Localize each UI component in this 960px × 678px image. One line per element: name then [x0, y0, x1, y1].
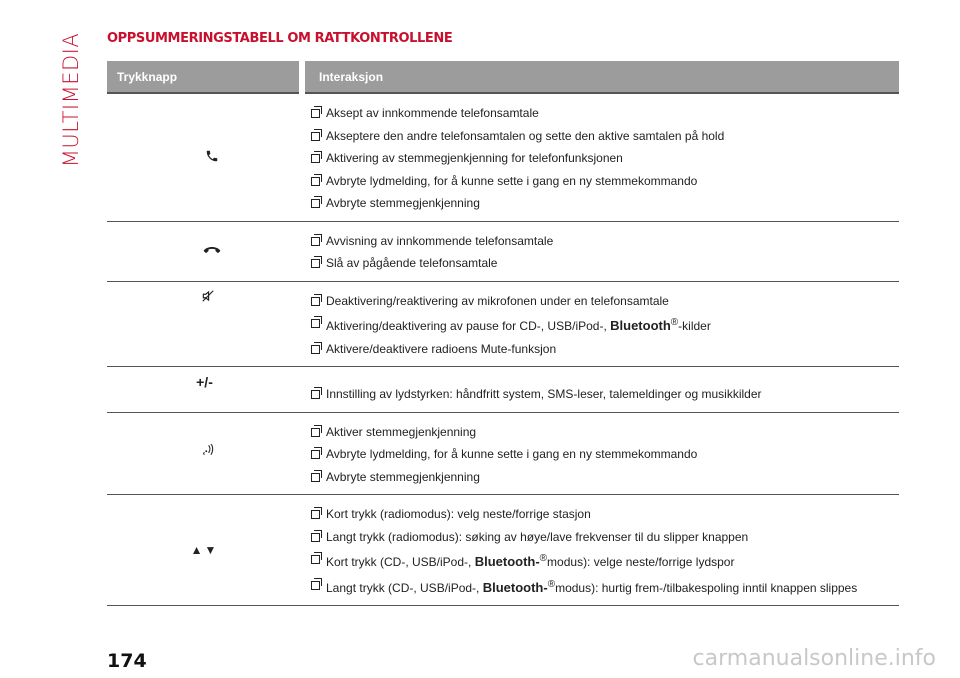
list-item: Avbryte lydmelding, for å kunne sette i gang en ny stemmekommando	[310, 170, 899, 193]
interaction-cell	[302, 221, 899, 281]
up-down-arrows-icon: ▲▼	[190, 543, 219, 557]
table-row	[107, 221, 899, 281]
interaction-list	[302, 230, 899, 275]
list-item: Akseptere den andre telefonsamtalen og sette den aktive samtalen på hold	[310, 125, 899, 148]
phone-call-icon	[205, 149, 219, 163]
interaction-cell	[302, 412, 899, 495]
button-cell	[107, 93, 302, 221]
page-title: OPPSUMMERINGSTABELL OM RATTKONTROLLENE	[107, 31, 453, 46]
list-item: Aktiver stemmegjenkjenning	[310, 421, 899, 444]
interaction-cell	[302, 93, 899, 221]
button-cell	[107, 367, 302, 413]
header-interaction: Interaksjon	[302, 61, 899, 93]
button-cell	[107, 412, 302, 495]
page-number: 174	[107, 650, 147, 672]
list-item: Aktivering/deaktivering av pause for CD-, USB/iPod-, Bluetooth®-kilder	[310, 312, 899, 338]
interaction-list	[302, 383, 899, 406]
table-row	[107, 412, 899, 495]
mute-speaker-icon	[201, 289, 215, 303]
list-item: Kort trykk (CD-, USB/iPod-, Bluetooth-®modus): velge neste/forrige lydspor	[310, 548, 899, 574]
button-cell	[107, 221, 302, 281]
button-cell	[107, 495, 302, 606]
list-item: Avbryte stemmegjenkjenning	[310, 466, 899, 489]
list-item: Deaktivering/reaktivering av mikrofonen under en telefonsamtale	[310, 290, 899, 313]
list-item: Langt trykk (CD-, USB/iPod-, Bluetooth-®modus): hurtig frem-/tilbakespoling inntil knappen slippes	[310, 574, 899, 600]
interaction-list	[302, 503, 899, 599]
table-header-row	[107, 61, 899, 93]
interaction-list	[302, 102, 899, 215]
list-item: Avbryte lydmelding, for å kunne sette i gang en ny stemmekommando	[310, 443, 899, 466]
steering-controls-table	[107, 61, 899, 606]
phone-hangup-icon	[203, 245, 221, 255]
table-row	[107, 93, 899, 221]
watermark: carmanualsonline.info	[692, 646, 936, 671]
interaction-cell	[302, 367, 899, 413]
interaction-cell	[302, 281, 899, 367]
header-button: Trykknapp	[107, 61, 302, 93]
list-item: Slå av pågående telefonsamtale	[310, 252, 899, 275]
volume-plus-minus-label: +/-	[196, 374, 213, 390]
button-cell	[107, 281, 302, 367]
list-item: Langt trykk (radiomodus): søking av høye/lave frekvenser til du slipper knappen	[310, 526, 899, 549]
list-item: Kort trykk (radiomodus): velg neste/forrige stasjon	[310, 503, 899, 526]
voice-command-icon	[201, 443, 215, 457]
table-row	[107, 495, 899, 606]
section-label: MULTIMEDIA	[59, 32, 83, 168]
interaction-cell	[302, 495, 899, 606]
table-row	[107, 367, 899, 413]
list-item: Avvisning av innkommende telefonsamtale	[310, 230, 899, 253]
list-item: Aktivering av stemmegjenkjenning for telefonfunksjonen	[310, 147, 899, 170]
list-item: Innstilling av lydstyrken: håndfritt system, SMS-leser, talemeldinger og musikkilder	[310, 383, 899, 406]
interaction-list	[302, 290, 899, 361]
list-item: Aksept av innkommende telefonsamtale	[310, 102, 899, 125]
list-item: Avbryte stemmegjenkjenning	[310, 192, 899, 215]
list-item: Aktivere/deaktivere radioens Mute-funksjon	[310, 338, 899, 361]
interaction-list	[302, 421, 899, 489]
table-row	[107, 281, 899, 367]
